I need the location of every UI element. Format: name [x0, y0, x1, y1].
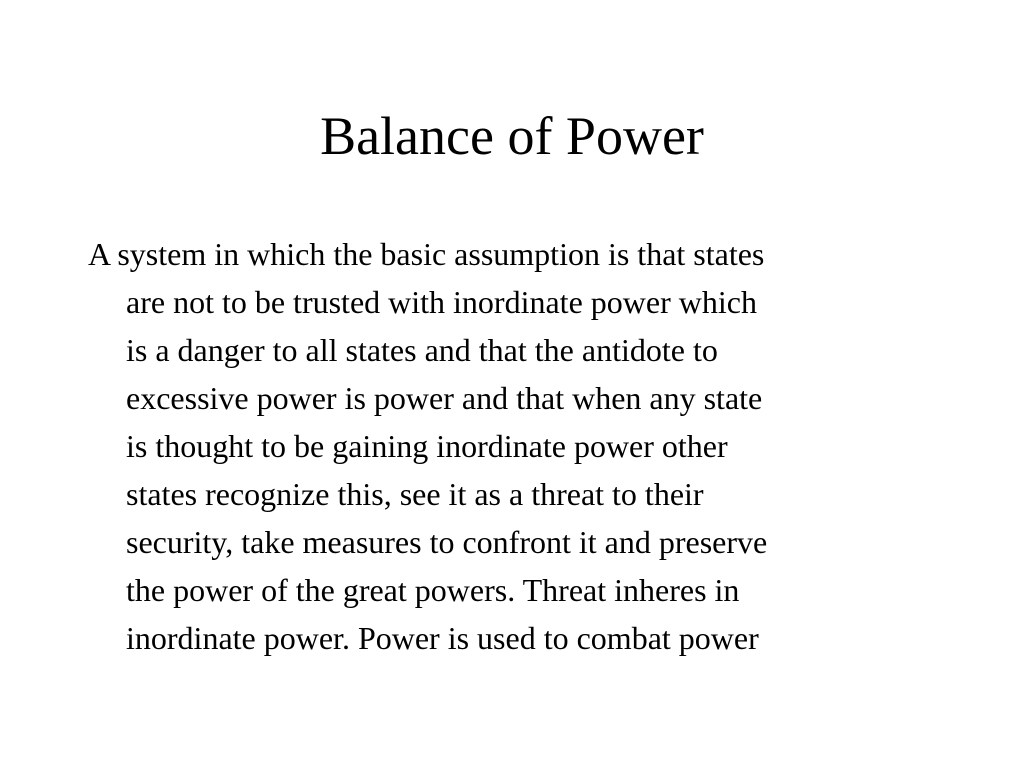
body-line: excessive power is power and that when any state [126, 380, 763, 416]
body-line: security, take measures to confront it and preserve [126, 524, 768, 560]
body-line: states recognize this, see it as a threat to their [126, 476, 704, 512]
body-line: is a danger to all states and that the antidote to [126, 332, 718, 368]
body-line: is thought to be gaining inordinate power other [126, 428, 728, 464]
slide-title: Balance of Power [320, 106, 704, 166]
body-line: are not to be trusted with inordinate power which [126, 284, 757, 320]
slide-body-paragraph [88, 230, 948, 662]
body-line: the power of the great powers. Threat inheres in [126, 572, 740, 608]
body-line: A system in which the basic assumption is that states [88, 236, 765, 272]
body-line: inordinate power. Power is used to combat power [126, 620, 759, 656]
